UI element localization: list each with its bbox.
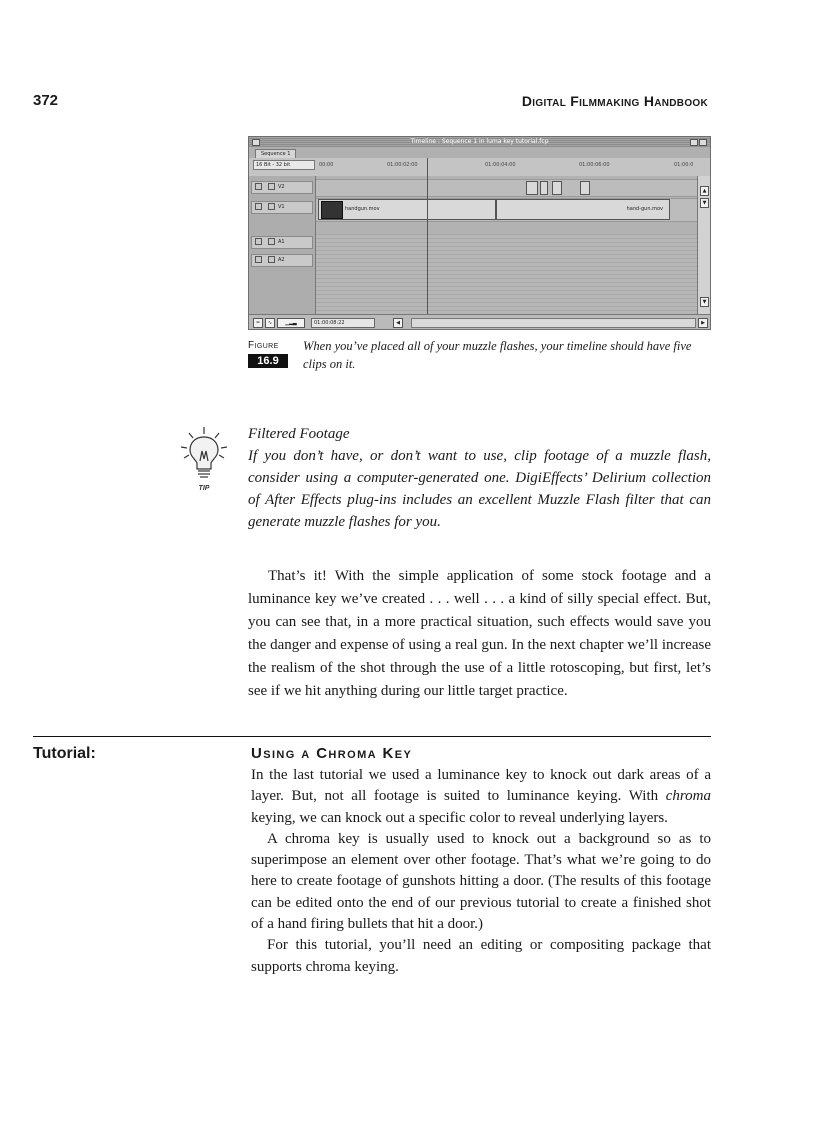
timeline-tab-bar xyxy=(249,147,710,158)
tutorial-heading: Using a Chroma Key xyxy=(251,745,413,762)
tutorial-body xyxy=(251,765,711,978)
track-headers xyxy=(249,176,316,315)
track-size-icon: ═ xyxy=(253,318,263,328)
waveform-icon: ∿ xyxy=(265,318,275,328)
clip-thumbnail xyxy=(321,201,343,219)
ruler-tick: 01:00:0 xyxy=(674,162,694,168)
figure-caption: When you’ve placed all of your muzzle flashes, your timeline should have five clips on it. xyxy=(303,339,692,371)
timeline-footer xyxy=(249,314,710,329)
collapse-box-icon xyxy=(699,139,707,146)
track-header-v1: V1 xyxy=(251,201,313,214)
timecode-field: 01:00:08:22 xyxy=(311,318,375,328)
tutorial-paragraph: For this tutorial, you’ll need an editing or compositing package that supports chroma keying. xyxy=(251,937,711,975)
figure-label: Figure xyxy=(248,340,279,351)
playhead xyxy=(427,158,428,315)
vertical-scrollbar xyxy=(697,176,710,315)
scroll-down-icon: ▼ xyxy=(700,198,709,208)
section-rule xyxy=(33,736,711,737)
clip-flash xyxy=(540,181,548,195)
scroll-left-icon: ◀ xyxy=(393,318,403,328)
clip-flash xyxy=(552,181,562,195)
track-header-a2: A2 xyxy=(251,254,313,267)
clip-flash xyxy=(526,181,538,195)
scroll-up-icon: ▲ xyxy=(700,186,709,196)
svg-text:TIP: TIP xyxy=(198,485,210,492)
track-header-a1: A1 xyxy=(251,236,313,249)
tip-body: If you don’t have, or don’t want to use, clip footage of a muzzle flash, consider using a computer-generated one. DigiEffects’ Delirium collection of After Effects plug-ins includes an excellent Muzzle Flash filter that can generate muzzle flashes for you. xyxy=(248,448,711,530)
lightbulb-tip-icon xyxy=(178,425,230,493)
timeline-tracks xyxy=(316,176,698,315)
figure-number: 16.9 xyxy=(248,354,288,368)
timeline-ruler xyxy=(249,158,710,177)
rt-select: 16 Bit - 32 bit xyxy=(253,160,315,170)
close-box-icon xyxy=(252,139,260,146)
timeline-screenshot xyxy=(248,136,711,330)
zoom-slider-icon: ▁▂▃ xyxy=(277,318,305,328)
zoom-box-icon xyxy=(690,139,698,146)
clip-v1-right: hand-gun.mov xyxy=(496,199,670,220)
scroll-right-icon: ▶ xyxy=(698,318,708,328)
clip-v1-left: handgun.mov xyxy=(318,199,496,220)
ruler-tick: 00:00 xyxy=(319,162,334,168)
page-number: 372 xyxy=(33,92,59,109)
running-head: Digital Filmmaking Handbook xyxy=(521,93,708,109)
lane-v2 xyxy=(316,179,698,197)
tab-sequence-1: Sequence 1 xyxy=(255,149,296,159)
tutorial-paragraph: A chroma key is usually used to knock out a background so as to superimpose an element over other footage. That’s what we’re going to do here to create footage of gunshots hitting a door. (The results of this footage can be edited onto the end of our previous tutorial to create a finished shot of a hand firing bullets that hit a door.) xyxy=(251,830,711,933)
horizontal-scrollbar xyxy=(411,318,696,328)
scroll-down-icon: ▼ xyxy=(700,297,709,307)
clip-flash xyxy=(580,181,590,195)
ruler-tick: 01:00:04:00 xyxy=(485,162,516,168)
tip-title: Filtered Footage xyxy=(248,426,350,442)
tutorial-paragraph: In the last tutorial we used a luminance key to knock out dark areas of a layer. But, not all footage is suited to luminance keying. With chroma keying, we can knock out a specific color to reveal underlying layers. xyxy=(251,767,711,826)
ruler-tick: 01:00:06:00 xyxy=(579,162,610,168)
track-header-v2: V2 xyxy=(251,181,313,194)
timeline-window-title: Timeline : Sequence 1 in luma key tutorial.fcp xyxy=(249,137,710,147)
tutorial-label: Tutorial: xyxy=(33,745,96,762)
ruler-tick: 01:00:02:00 xyxy=(387,162,418,168)
tip-box xyxy=(248,423,711,533)
body-paragraph: That’s it! With the simple application of some stock footage and a luminance key we’ve created . . . well . . . a kind of silly special effect. But, you can see that, in a more practical situation, such effects would save you the danger and expense of using a real gun. In the next chapter we’ll increase the realism of the shot through the use of a little rotoscoping, but first, let’s see if we hit anything during our little target practice. xyxy=(248,568,711,699)
audio-lanes xyxy=(316,234,698,315)
